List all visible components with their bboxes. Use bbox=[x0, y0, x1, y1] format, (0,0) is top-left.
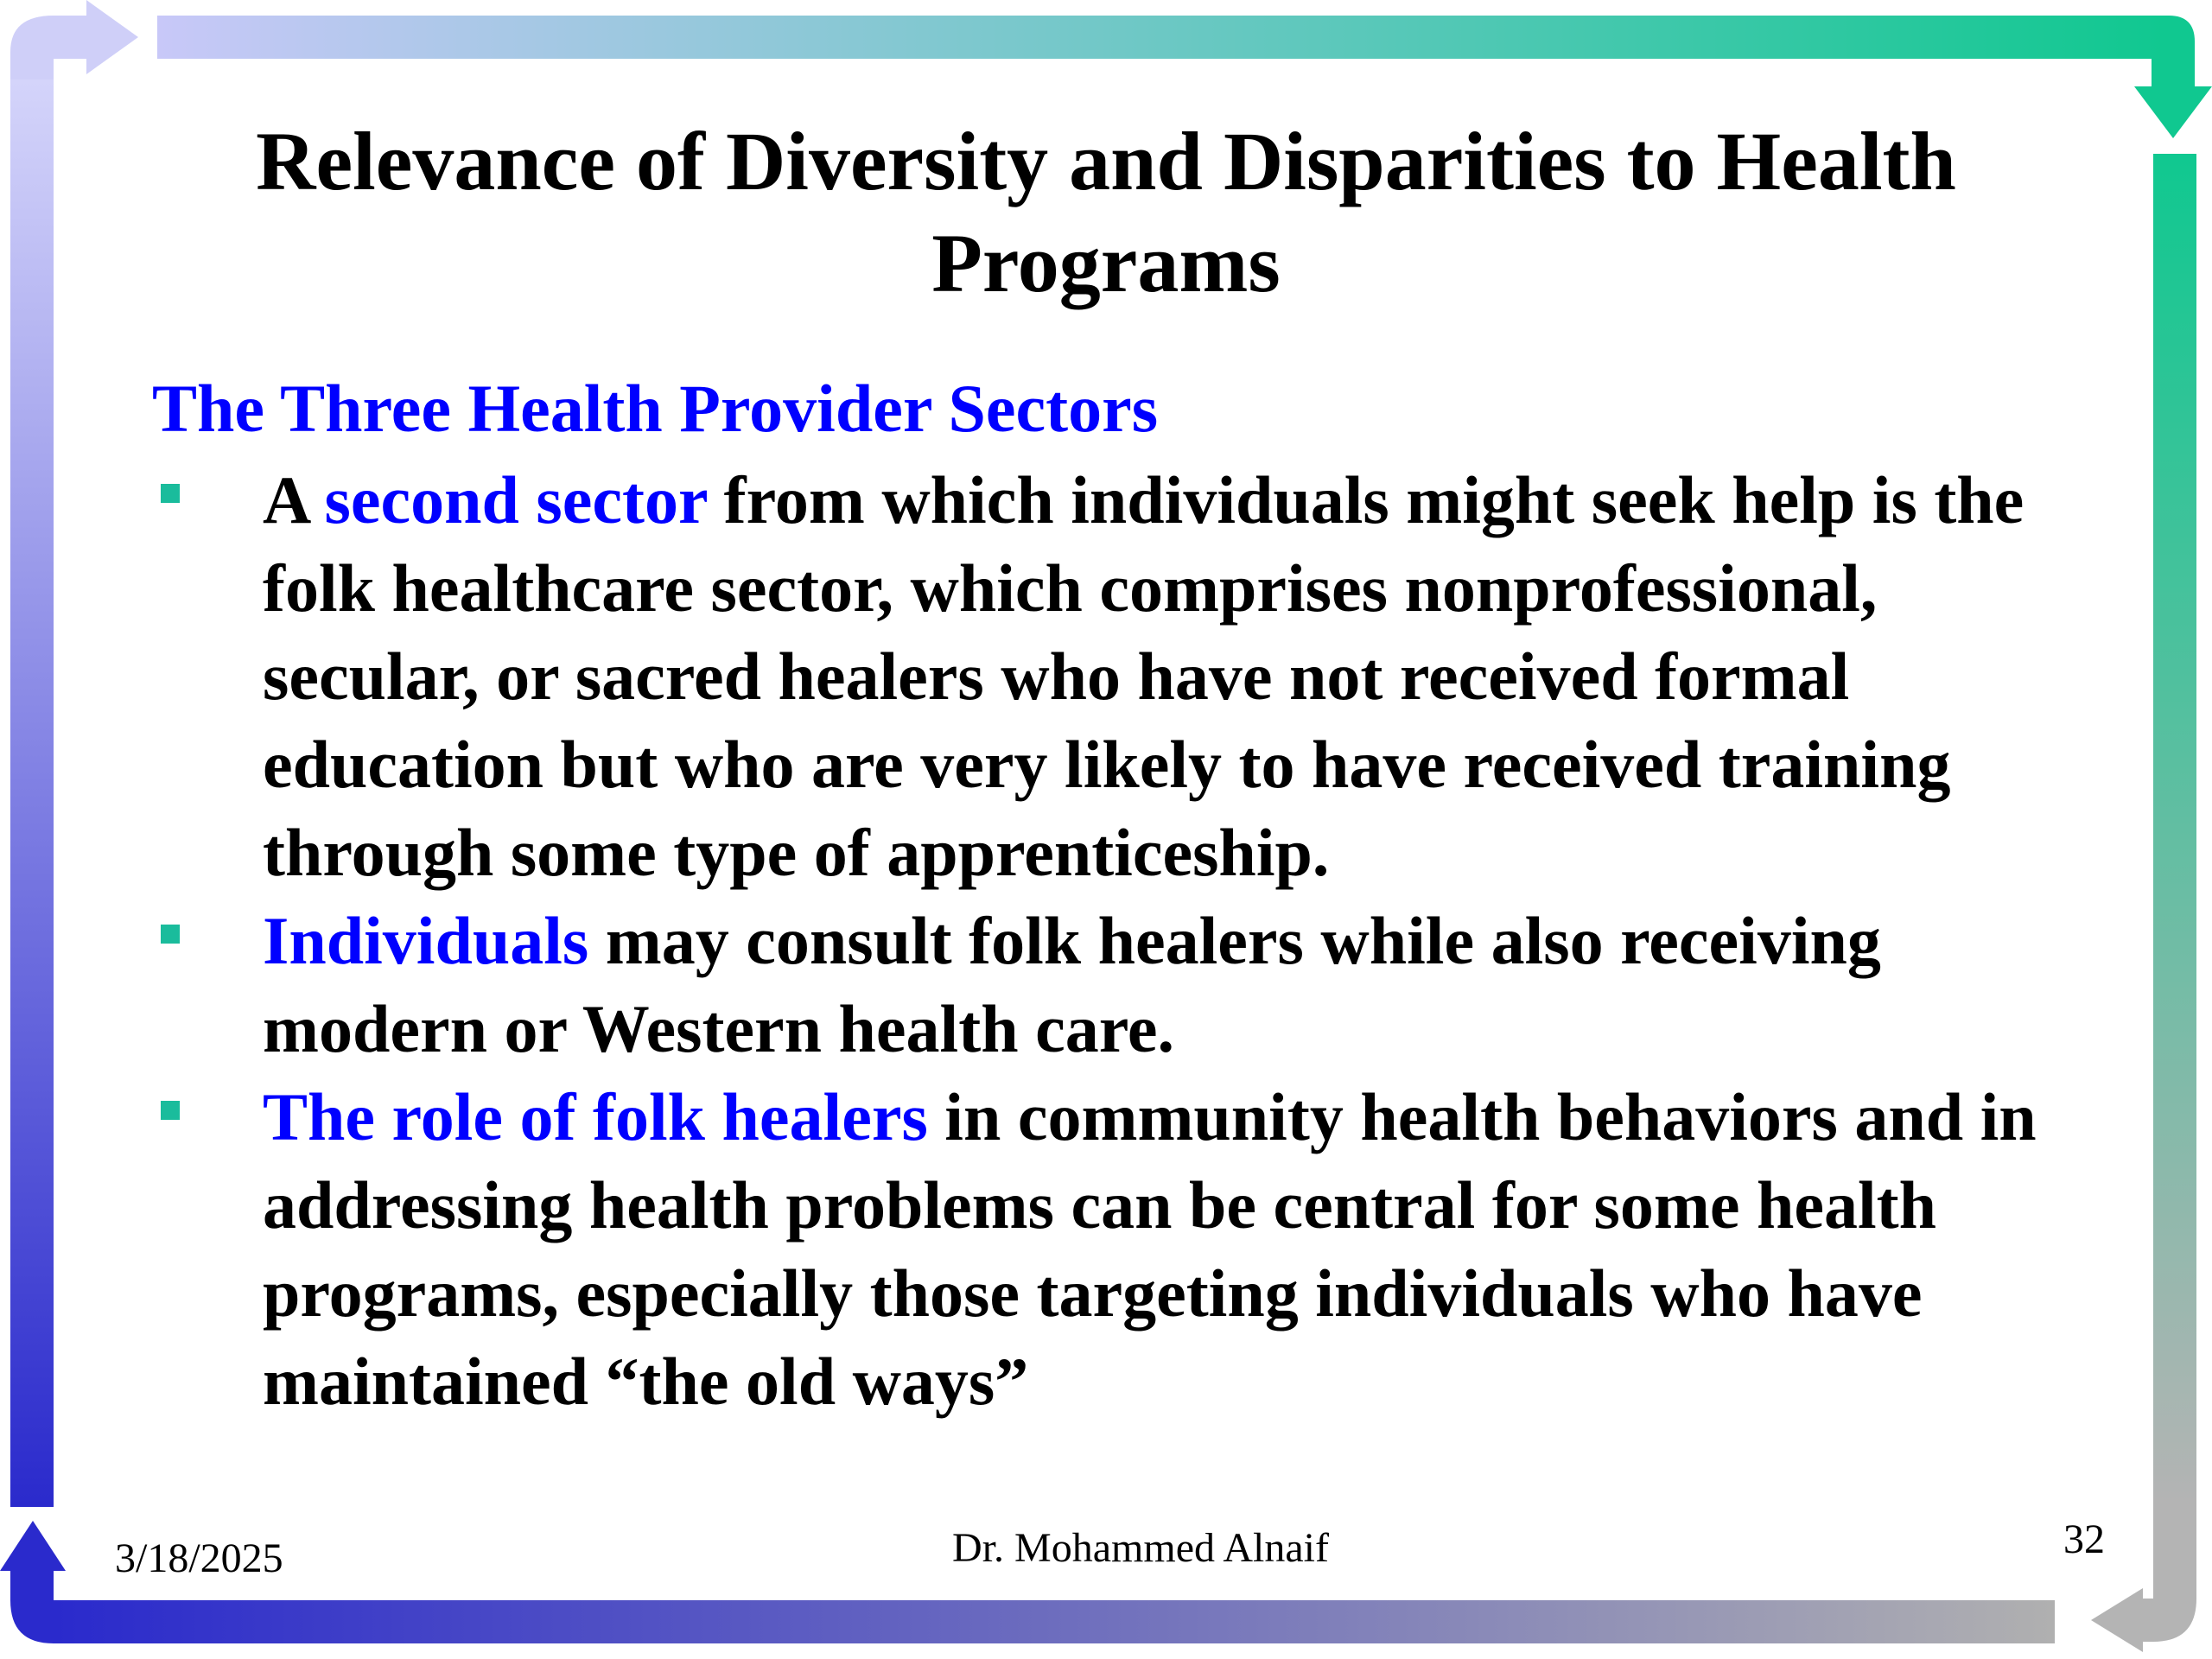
frame-left-bar bbox=[10, 79, 54, 1507]
bullet-highlight: second sector bbox=[324, 462, 708, 537]
bullet-text: from which individuals might seek help is the folk healthcare sector, which comprises nonprofessional, secular, or sacred healers who have not received formal education but who are very likely to have received training through some type of apprenticeship. bbox=[263, 462, 2024, 890]
bullet-list bbox=[152, 456, 2096, 1426]
footer-author: Dr. Mohammed Alnaif bbox=[952, 1525, 1329, 1571]
bullet-text-prefix: A bbox=[263, 462, 325, 537]
frame-bottom-bar bbox=[54, 1600, 2055, 1643]
slide-title: Relevance of Diversity and Disparities to Health Programs bbox=[256, 115, 1956, 309]
bullet-text: in community health behaviors and in addressing health problems can be central for some health programs, especially those targeting individuals who have maintained “the old ways” bbox=[263, 1079, 2037, 1419]
bullet-item bbox=[152, 1073, 2096, 1426]
bullet-highlight: The role of folk healers bbox=[263, 1079, 928, 1154]
square-bullet-icon bbox=[161, 484, 180, 503]
section-heading: The Three Health Provider Sectors bbox=[152, 371, 1159, 446]
square-bullet-icon bbox=[161, 925, 180, 944]
bullet-highlight: Individuals bbox=[263, 903, 589, 978]
page-number: 32 bbox=[2063, 1516, 2105, 1562]
bullet-item bbox=[152, 897, 2096, 1073]
bullet-text: may consult folk healers while also receiving modern or Western health care. bbox=[263, 903, 1881, 1066]
bullet-item bbox=[152, 456, 2096, 897]
square-bullet-icon bbox=[161, 1101, 180, 1120]
top-left-arrow-icon bbox=[10, 0, 138, 79]
frame-right-bar bbox=[2153, 154, 2196, 1503]
frame-top-bar bbox=[157, 16, 2167, 59]
footer-date: 3/18/2025 bbox=[115, 1535, 283, 1581]
